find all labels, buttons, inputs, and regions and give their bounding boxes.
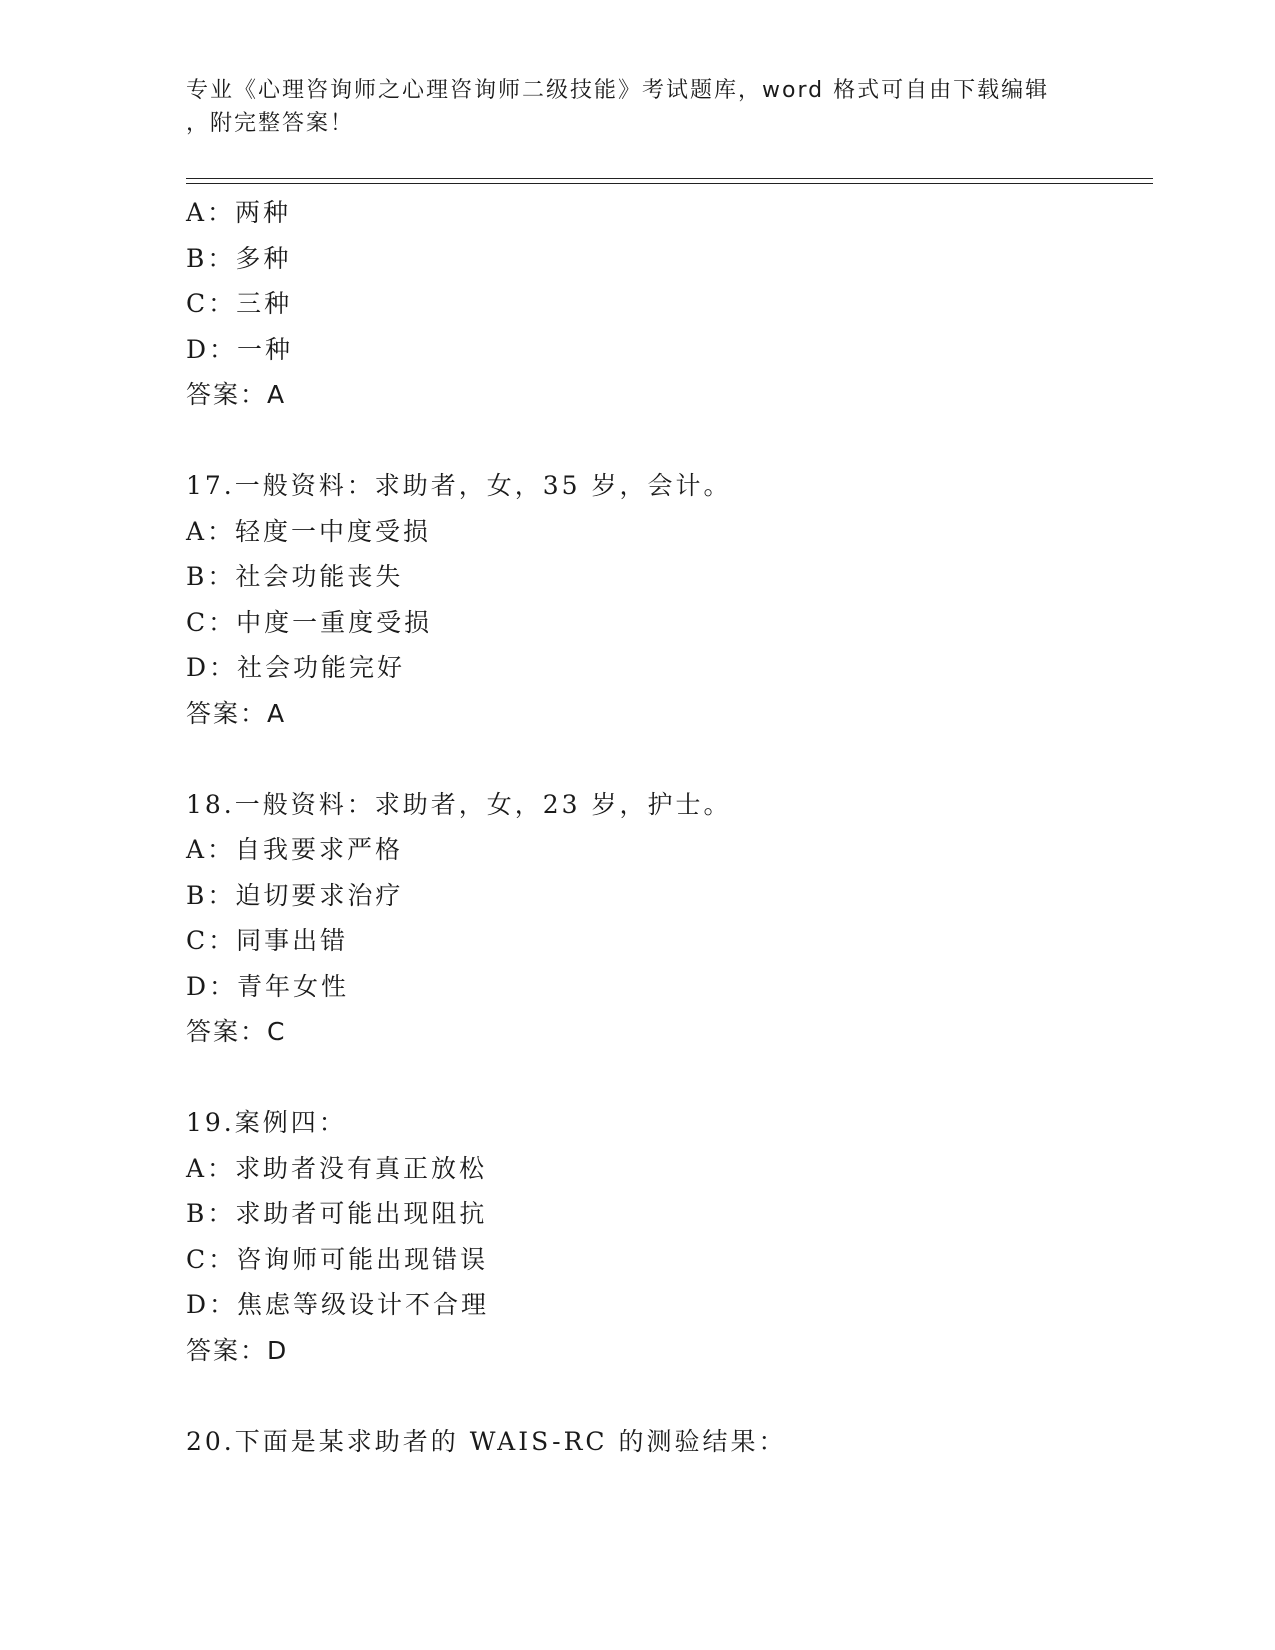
question-stem: 19.案例四： [186,1108,347,1137]
option-d: D：焦虑等级设计不合理 [186,1290,490,1319]
question-block-17 [186,463,1153,736]
question-block-19 [186,1100,1153,1373]
option-d: D：一种 [186,334,294,364]
answer-line: 答案：A [186,698,287,728]
question-stem: 20.下面是某求助者的 WAIS-RC 的测验结果： [186,1426,787,1456]
document-header [186,74,1066,140]
question-list [186,190,1153,1464]
answer-line: 答案：D [186,1335,289,1365]
option-b: B：多种 [186,243,292,273]
option-a: A：轻度一中度受损 [186,516,432,546]
header-divider-top [186,178,1153,179]
question-block-carryover [186,190,1153,418]
option-a: A：自我要求严格 [186,835,404,864]
header-divider-bottom [186,183,1153,184]
answer-line: 答案：C [186,1017,287,1046]
option-d: D：社会功能完好 [186,653,406,682]
option-c: C：三种 [186,289,293,318]
option-b: B：迫切要求治疗 [186,880,404,910]
spacer [186,1055,1153,1101]
option-a: A：求助者没有真正放松 [186,1153,488,1183]
spacer [186,736,1153,782]
question-stem: 18.一般资料：求助者，女，23 岁，护士。 [186,789,732,819]
question-stem: 17.一般资料：求助者，女，35 岁，会计。 [186,471,732,500]
option-c: C：同事出错 [186,926,349,955]
question-block-18 [186,782,1153,1055]
header-line-1: 专业《心理咨询师之心理咨询师二级技能》考试题库，word 格式可自由下载编辑 [186,78,1050,103]
option-d: D：青年女性 [186,971,350,1001]
answer-line: 答案：A [186,380,287,409]
header-line-2: ，附完整答案！ [186,111,355,136]
option-c: C：咨询师可能出现错误 [186,1244,489,1274]
question-block-20 [186,1419,1153,1465]
option-a: A：两种 [186,198,292,227]
option-b: B：社会功能丧失 [186,562,404,591]
spacer [186,418,1153,464]
option-b: B：求助者可能出现阻抗 [186,1199,488,1228]
option-c: C：中度一重度受损 [186,607,433,637]
spacer [186,1373,1153,1419]
